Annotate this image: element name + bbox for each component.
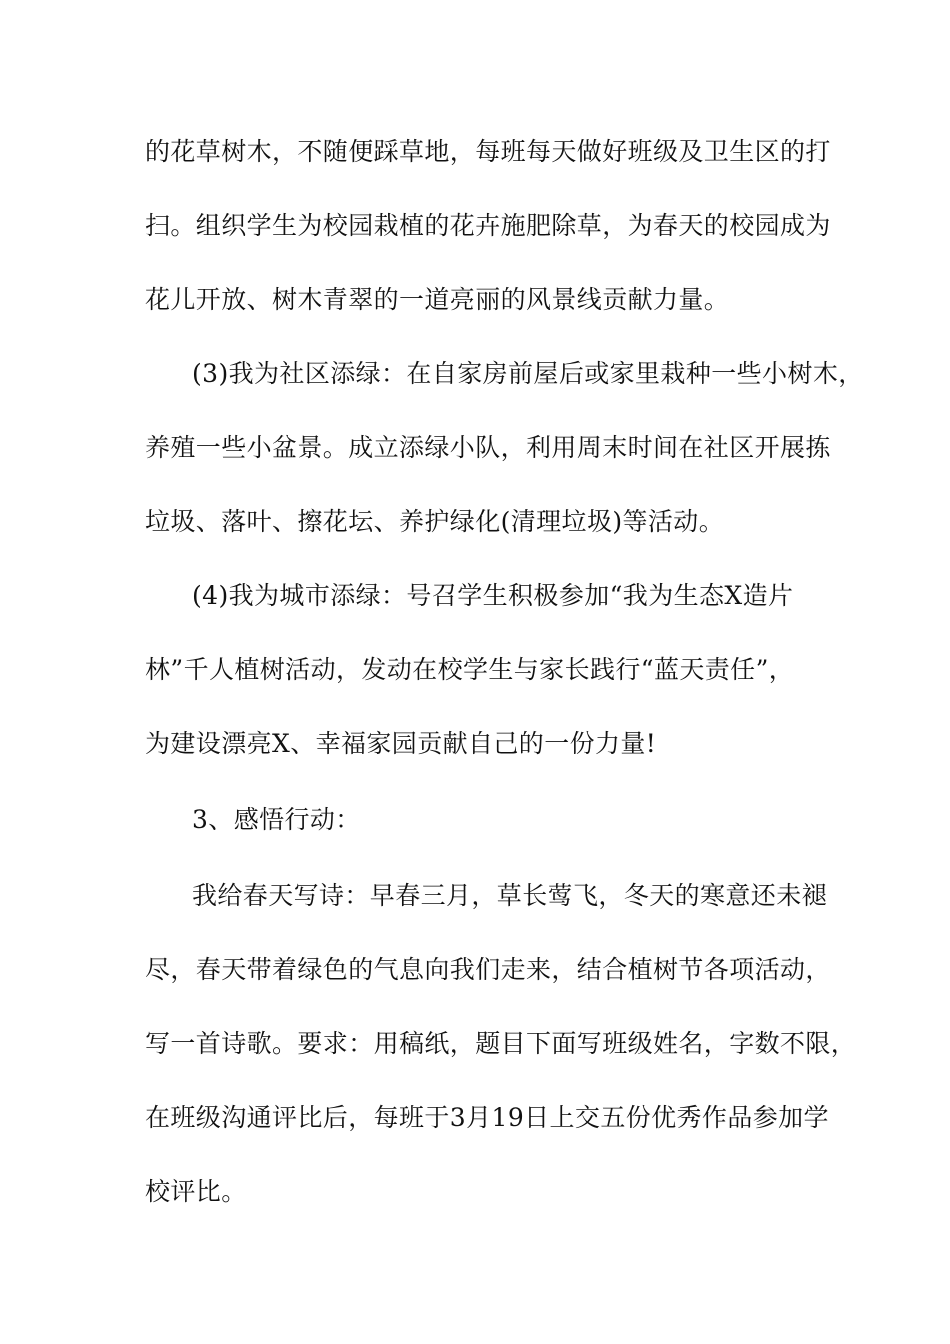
text-line-14: 在班级沟通评比后，每班于3月19日上交五份优秀作品参加学 bbox=[145, 1103, 829, 1132]
text-line-12: 尽，春天带着绿色的气息向我们走来，结合植树节各项活动， bbox=[145, 955, 831, 984]
text-line-8: 林”千人植树活动，发动在校学生与家长践行“蓝天责任”， bbox=[145, 655, 795, 684]
text-line-5: 养殖一些小盆景。成立添绿小队，利用周末时间在社区开展拣 bbox=[145, 433, 831, 462]
text-line-15: 校评比。 bbox=[145, 1177, 247, 1206]
text-line-7: (4)我为城市添绿：号召学生积极参加“我为生态X造片 bbox=[192, 581, 794, 610]
text-line-9: 为建设漂亮X、幸福家园贡献自己的一份力量! bbox=[145, 729, 657, 758]
text-line-13: 写一首诗歌。要求：用稿纸，题目下面写班级姓名，字数不限， bbox=[145, 1029, 857, 1058]
text-line-4: (3)我为社区添绿：在自家房前屋后或家里栽种一些小树木， bbox=[192, 359, 864, 388]
text-line-2: 扫。组织学生为校园栽植的花卉施肥除草，为春天的校园成为 bbox=[145, 211, 831, 240]
text-line-3: 花儿开放、树木青翠的一道亮丽的风景线贡献力量。 bbox=[145, 285, 730, 314]
text-line-6: 垃圾、落叶、擦花坛、养护绿化(清理垃圾)等活动。 bbox=[145, 507, 725, 536]
text-line-11: 我给春天写诗：早春三月，草长莺飞，冬天的寒意还未褪 bbox=[192, 881, 828, 910]
section-heading: 3、感悟行动： bbox=[192, 805, 361, 834]
text-line-1: 的花草树木，不随便踩草地，每班每天做好班级及卫生区的打 bbox=[145, 137, 831, 166]
